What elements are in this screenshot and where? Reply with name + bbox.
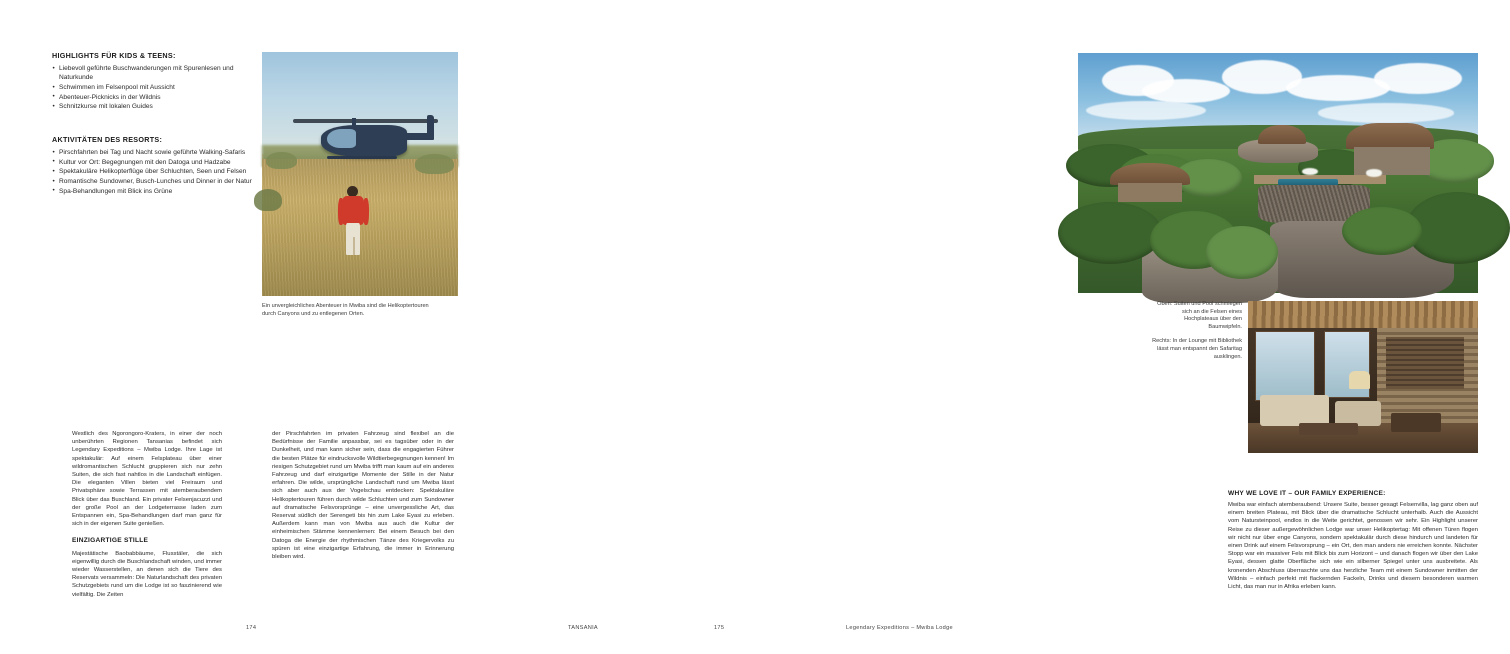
kids-highlights-heading: HIGHLIGHTS FÜR KIDS & TEENS: — [52, 51, 176, 60]
photo-parasol — [1366, 169, 1382, 176]
caption-helicopter-photo: Ein unvergleichliches Abenteuer in Mwiba sind die Helikoptertouren durch Canyons und zu entlegenen Orten. — [262, 303, 429, 317]
captions-right-column — [1150, 301, 1242, 361]
list-item: • Spa-Behandlungen mit Blick ins Grüne — [52, 187, 258, 196]
why-we-love-it-body: Mwiba war einfach atemberaubend: Unsere Suite, besser gesagt Felsenvilla, lag ganz oben auf einem breiten Plateau, mit Blick über die dramatische Schlucht unterhalb. Auch die Aussicht vom Natursteinpool, endlos in die Weite gerichtet, genossen wir sehr. Ein Highlight unserer Reise zu dieser außergewöhnlichen Lodge war unser Helikoptertag: Mit offenen Türen flogen wir nicht nur über enge Canyons, sondern spektakulär durch diese hindurch und landeten für einen Drink auf einem Felsvorsprung – ein Ort, den man anders nie erreichen konnte. Nächster Stopp war ein massiver Fels mit Blick bis zum Horizont – und danach flogen wir über den Lake Eyasi, dessen glatte Oberfläche sich wie ein silberner Spiegel unter uns ausbreitete. Als kronenden Abschluss überraschte uns das herzliche Team mit einem Sundowner inmitten der Wildnis – einfach perfekt mit flackernden Fackeln, Drinks und diesem besonderen warmen Licht, das man nur in Afrika erleben kann. — [1228, 502, 1478, 591]
photo-helicopter-fin — [427, 115, 435, 139]
body-paragraph-2a: Majestätische Baobabbäume, Flusstäler, die sich eigenwillig durch die Buschlandschaft winden, und immer wieder Wasserstellen, an denen sich die Tiere des Reservats versammeln: Die Naturlandschaft des privaten Schutzgebiets rund um die Lodge ist so faszinierend wie vielfältig. Die Zeiten — [72, 550, 222, 598]
list-item: • Kultur vor Ort: Begegnungen mit den Datoga und Hadzabe — [52, 158, 258, 167]
left-page — [0, 0, 510, 654]
kids-highlights-list — [52, 64, 252, 111]
section-label: TANSANIA — [568, 625, 598, 631]
caption-lounge-photo: Rechts: In der Lounge mit Bibliothek lässt man entspannt den Safaritag ausklingen. — [1152, 338, 1242, 360]
page-number-left: 174 — [246, 625, 257, 631]
photo-helicopter-cabin — [327, 129, 356, 149]
photo-cloud — [1318, 103, 1454, 122]
photo-coffee-table — [1299, 423, 1359, 435]
photo-guest-villa — [1118, 183, 1182, 202]
photo-thatched-roof — [1346, 123, 1434, 149]
why-we-love-it-block — [1228, 490, 1478, 591]
list-item: • Abenteuer-Picknicks in der Wildnis — [52, 93, 252, 102]
photo-sofa — [1260, 395, 1329, 425]
photo-lodge-panorama — [1078, 53, 1478, 293]
page-number-right: 175 — [714, 625, 725, 631]
photo-wooden-ceiling — [1248, 301, 1478, 328]
photo-floor — [1248, 423, 1478, 453]
body-paragraph-2b: der Pirschfahrten im privaten Fahrzeug sind flexibel an die Bedürfnisse der Familie anpassbar, sei es tagsüber oder in der Dunkelheit, und man kann sicher sein, dass die engagierten Führer die besten Plätze für eindrucksvolle Wildtierbegegnungen kennen! Im riesigen Schutzgebiet rund um Mwiba trifft man kaum auf ein anderes Fahrzeug und darf einzigartige Momente der Stille in der Natur erfahren. Die wilde, ursprüngliche Landschaft rund um Mwiba lässt sich aber auch aus der Vogelschau entdecken: Spektakuläre Helikoptertouren führen durch wilde Schluchten und zum Sundowner auf dramatische Felsvorsprünge – eine unvergessliche Art, das Reservat südlich der Serengeti bis hin zum Lake Eyasi zu erleben. Außerdem kann man von Mwiba aus auch die Kultur der einheimischen Stämme kennenlernen: Bei einem Besuch bei den Datoga die Energie der rhythmischen Tänze des Kriegervolks zu spüren ist eine einzigartige Erfahrung, die immer in Erinnerung bleiben wird. — [272, 431, 454, 561]
photo-helicopter-skid — [327, 156, 398, 159]
kids-highlights-block — [52, 52, 252, 112]
photo-lounge-interior — [1248, 301, 1478, 453]
photo-helicopter-rotor — [293, 119, 438, 123]
footer — [0, 625, 1020, 639]
right-page — [510, 0, 1478, 654]
photo-bookshelf — [1386, 337, 1464, 389]
photo-boy-leg-gap — [353, 237, 355, 254]
resort-activities-list — [52, 148, 258, 196]
list-item: • Spektakuläre Helikopterflüge über Schluchten, Seen und Felsen — [52, 167, 258, 176]
why-we-love-it-heading: WHY WE LOVE IT – OUR FAMILY EXPERIENCE: — [1228, 490, 1386, 497]
body-column-2 — [272, 430, 454, 561]
body-heading-einzigartige-stille: EINZIGARTIGE STILLE — [72, 537, 149, 545]
caption-lodge-photo: Oben: Suiten und Pool schmiegen sich an die Felsen eines Hochplateaus über den Baumwipfeln. — [1157, 301, 1242, 330]
body-paragraph-intro: Westlich des Ngorongoro-Kraters, in einer der noch unberührten Regionen Tansanias befindet sich Legendary Expeditions – Mwiba Lodge. Ihre Lage ist spektakulär: Auf einem Felsplateau über einer wildromantischen Schlucht gruppieren sich nur zehn Suiten, die sich fast nahtlos in die Landschaft einfügen. Die eleganten Villen bieten viel Freiraum und Privatsphäre sowie Terrassen mit atemberaubendem Blick über das Buschland. Ein privater Felsenjacuzzi und der große Pool an der Lodgeterrasse laden zum Entspannen ein, Spa-Behandlungen darf man ganz für sich in der eigenen Suite genießen. — [72, 431, 222, 528]
list-item: • Romantische Sundowner, Busch-Lunches und Dinner in der Natur — [52, 177, 258, 186]
photo-cloud — [1374, 63, 1462, 94]
list-item: • Schwimmen im Felsenpool mit Aussicht — [52, 83, 252, 92]
list-item: • Pirschfahrten bei Tag und Nacht sowie geführte Walking-Safaris — [52, 148, 258, 157]
list-item: • Liebevoll geführte Buschwanderungen mit Spurenlesen und Naturkunde — [52, 64, 252, 82]
photo-side-table — [1391, 413, 1442, 431]
photo-bush — [266, 152, 297, 169]
resort-activities-heading: AKTIVITÄTEN DES RESORTS: — [52, 135, 163, 144]
list-item: • Schnitzkurse mit lokalen Guides — [52, 102, 252, 111]
photo-grass-texture — [262, 159, 458, 296]
photo-tree-canopy — [1342, 207, 1422, 255]
photo-boy-shirt — [342, 196, 364, 225]
photo-tree-canopy — [1058, 202, 1162, 264]
photo-armchair — [1335, 401, 1381, 425]
resort-activities-block — [52, 136, 258, 196]
body-column-1 — [72, 430, 222, 599]
photo-bush — [254, 189, 281, 211]
photo-lamp — [1349, 371, 1370, 389]
photo-helicopter-savanna — [262, 52, 458, 296]
lodge-credit: Legendary Expeditions – Mwiba Lodge — [846, 625, 953, 631]
photo-bush — [415, 154, 454, 174]
photo-cloud — [1086, 101, 1206, 120]
photo-window — [1255, 331, 1315, 401]
photo-tree-canopy — [1206, 226, 1278, 279]
